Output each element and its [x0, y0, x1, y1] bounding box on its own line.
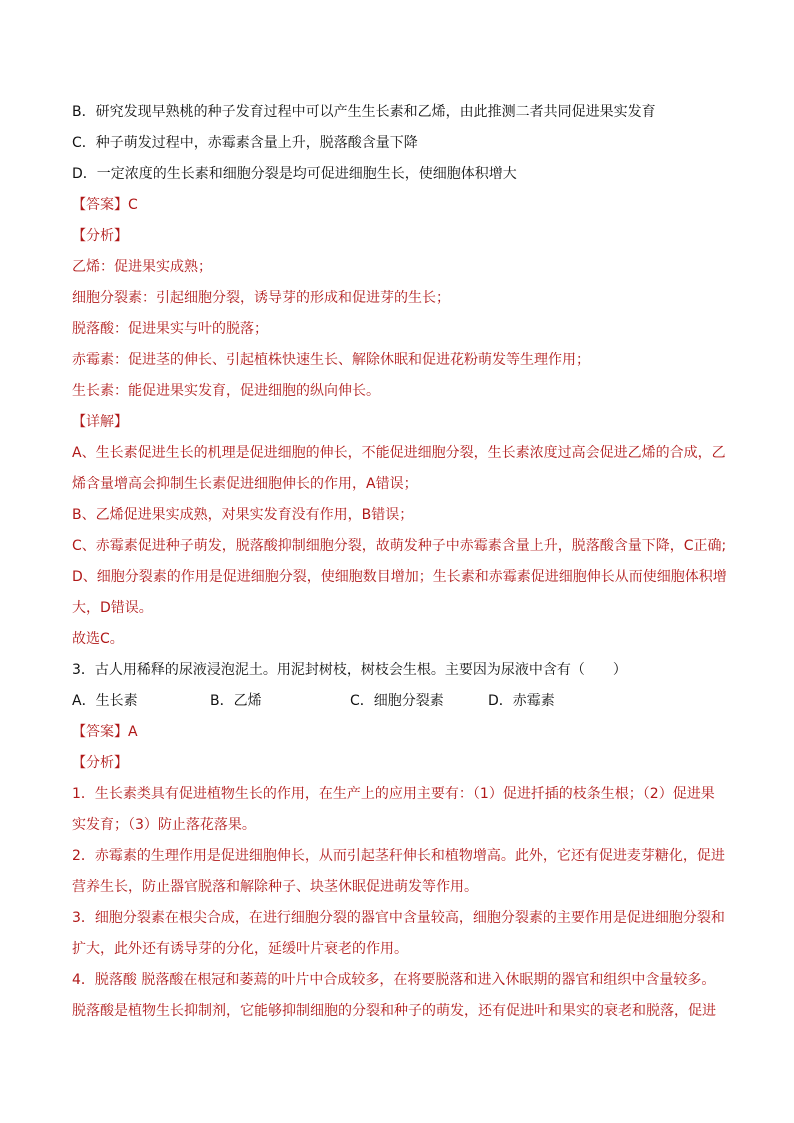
option-d-text: D．一定浓度的生长素和细胞分裂是均可促进细胞生长，使细胞体积增大 — [72, 166, 517, 182]
analysis-tag-q3: 【分析】 — [72, 755, 128, 771]
analysis-q3-line-2: 实发育；（3）防止落花落果。 — [72, 817, 256, 833]
detail-line-5: D、细胞分裂素的作用是促进细胞分裂，使细胞数目增加；生长素和赤霉素促进细胞伸长从而使细胞体积增 — [72, 569, 727, 585]
q3-option-c: C．细胞分裂素 — [350, 693, 444, 709]
analysis-abscisic-acid: 脱落酸：促进果实与叶的脱落； — [72, 321, 268, 337]
q3-option-b: B．乙烯 — [210, 693, 262, 709]
option-c-text: C．种子萌发过程中，赤霉素含量上升，脱落酸含量下降 — [72, 135, 418, 151]
analysis-q3-line-1: 1．生长素类具有促进植物生长的作用，在生产上的应用主要有：（1）促进扦插的枝条生根；（2）促进果 — [72, 786, 715, 802]
question-3-stem: 3．古人用稀释的尿液浸泡泥土。用泥封树枝，树枝会生根。主要因为尿液中含有（ ） — [72, 662, 627, 678]
analysis-q3-line-3: 2．赤霉素的生理作用是促进细胞伸长，从而引起茎秆伸长和植物增高。此外，它还有促进麦芽糖化，促进 — [72, 848, 725, 864]
option-b-text: B．研究发现早熟桃的种子发育过程中可以产生生长素和乙烯，由此推测二者共同促进果实发育 — [72, 104, 656, 120]
answer-tag-q2: 【答案】C — [72, 197, 138, 213]
q3-option-d: D．赤霉素 — [488, 693, 555, 709]
analysis-tag-q2: 【分析】 — [72, 228, 128, 244]
analysis-cytokinin: 细胞分裂素：引起细胞分裂，诱导芽的形成和促进芽的生长； — [72, 290, 450, 306]
analysis-q3-line-5: 3．细胞分裂素在根尖合成，在进行细胞分裂的器官中含量较高，细胞分裂素的主要作用是促进细胞分裂和 — [72, 910, 725, 926]
question-3-options — [72, 692, 732, 710]
analysis-gibberellin: 赤霉素：促进茎的伸长、引起植株快速生长、解除休眠和促进花粉萌发等生理作用； — [72, 352, 590, 368]
analysis-q3-line-6: 扩大，此外还有诱导芽的分化，延缓叶片衰老的作用。 — [72, 941, 408, 957]
analysis-q3-line-7: 4．脱落酸 脱落酸在根冠和萎蔫的叶片中合成较多，在将要脱落和进入休眠期的器官和组织中含量较多。 — [72, 972, 716, 988]
analysis-ethylene: 乙烯：促进果实成熟； — [72, 259, 212, 275]
detail-line-1: A、生长素促进生长的机理是促进细胞的伸长，不能促进细胞分裂，生长素浓度过高会促进乙烯的合成，乙 — [72, 445, 726, 461]
answer-tag-q3: 【答案】A — [72, 724, 138, 740]
detail-line-4: C、赤霉素促进种子萌发，脱落酸抑制细胞分裂，故萌发种子中赤霉素含量上升，脱落酸含量下降，C正确; — [72, 538, 727, 554]
conclusion-q2: 故选C。 — [72, 631, 124, 647]
detail-line-6: 大，D错误。 — [72, 600, 153, 616]
detail-line-3: B、乙烯促进果实成熟，对果实发育没有作用，B错误； — [72, 507, 414, 523]
analysis-q3-line-8: 脱落酸是植物生长抑制剂，它能够抑制细胞的分裂和种子的萌发，还有促进叶和果实的衰老和脱落，促进 — [72, 1003, 716, 1019]
detail-tag-q2: 【详解】 — [72, 414, 128, 430]
analysis-q3-line-4: 营养生长，防止器官脱落和解除种子、块茎休眠促进萌发等作用。 — [72, 879, 478, 895]
detail-line-2: 烯含量增高会抑制生长素促进细胞伸长的作用，A错误； — [72, 476, 418, 492]
analysis-auxin: 生长素：能促进果实发育，促进细胞的纵向伸长。 — [72, 383, 380, 399]
q3-option-a: A．生长素 — [72, 693, 138, 709]
